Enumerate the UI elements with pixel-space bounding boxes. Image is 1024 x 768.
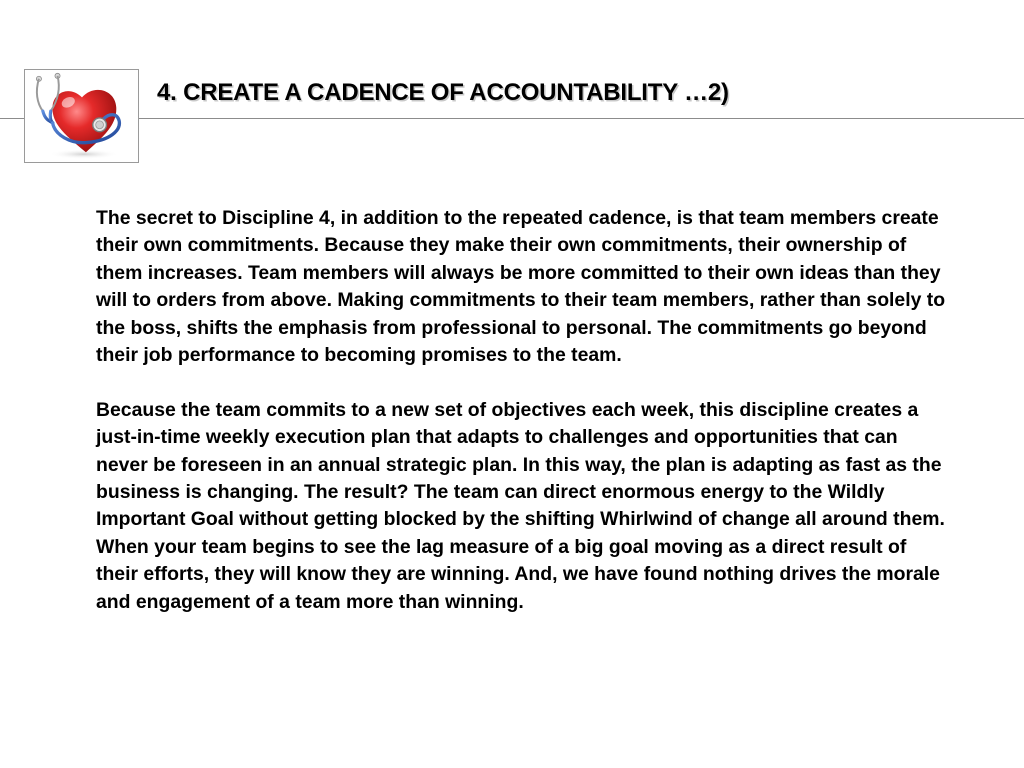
paragraph: The secret to Discipline 4, in addition to the repeated cadence, is that team members create their own commitments. Because they make their own commitments, their ownership of them increases. Team members will always be more committed to their own ideas than they will to orders from above. Making commitments to their team members, rather than solely to the boss, shifts the emphasis from professional to personal. The commitments go beyond their job performance to becoming promises to the team. (96, 207, 946, 367)
paragraph: Because the team commits to a new set of objectives each week, this discipline creates a just-in-time weekly execution plan that adapts to challenges and opportunities that can never be foreseen in an annual strategic plan. In this way, the plan is adapting as fast as the business is changing. The result? The team can direct enormous energy to the Wildly Important Goal without getting blocked by the shifting Whirlwind of change all around them. When your team begins to see the lag measure of a big goal moving as a direct result of their efforts, they will know they are winning. And, we have found nothing drives the morale and engagement of a team more than winning. (96, 398, 945, 613)
body-text (96, 205, 946, 616)
slide-title: 4. CREATE A CADENCE OF ACCOUNTABILITY …2) (157, 79, 729, 106)
header-divider (0, 118, 1024, 119)
heart-stethoscope-icon (24, 69, 139, 163)
